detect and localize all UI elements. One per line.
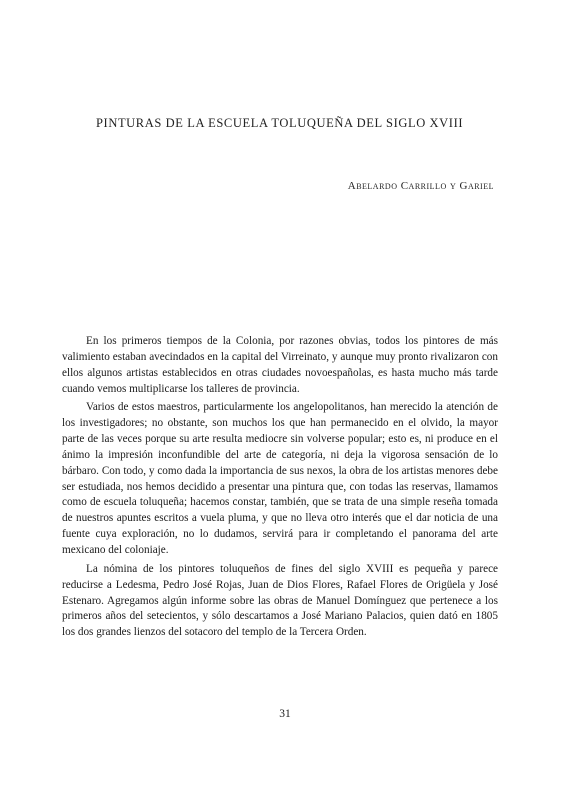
- article-body: [62, 334, 498, 644]
- article-author: Abelardo Carrillo y Gariel: [347, 180, 494, 192]
- paragraph: En los primeros tiempos de la Colonia, por razones obvias, todos los pintores de más valimiento estaban avecindados en la capital del Virreinato, y aunque muy pronto rivalizaron con ellos algunos artistas establecidos en otras ciudades novoespañolas, es hasta mucho más tarde cuando vemos multiplicarse los talleres de provincia.: [62, 335, 498, 395]
- paragraph: Varios de estos maestros, particularmente los angelopolitanos, han merecido la atención de los investigadores; no obstante, son muchos los que han permanecido en el olvido, la mayor parte de las veces porque su arte resulta mediocre sin volverse popular; esto es, ni produce en el ánimo la impresión inconfundible del arte de categoría, ni deja la vigorosa sensación de lo bárbaro. Con todo, y como dada la importancia de sus nexos, la obra de los artistas menores debe ser estudiada, nos hemos decidido a presentar una pintura que, con todas las reservas, llamamos como de escuela toluqueña; hacemos constar, también, que se trata de una simple reseña tomada de nuestros apuntes escritos a vuela pluma, y que no lleva otro interés que el dar noticia de una fuente cuya exploración, no lo dudamos, servirá para ir completando el panorama del arte mexicano del coloniaje.: [62, 401, 498, 556]
- article-title: PINTURAS DE LA ESCUELA TOLUQUEÑA DEL SIGLO XVIII: [96, 116, 464, 130]
- page-number: 31: [279, 708, 291, 720]
- paragraph: La nómina de los pintores toluqueños de fines del siglo XVIII es pequeña y parece reducirse a Ledesma, Pedro José Rojas, Juan de Dios Flores, Rafael Flores de Origüela y José Estenaro. Agregamos algún informe sobre las obras de Manuel Domínguez que pertenece a los primeros años del setecientos, y sólo descartamos a José Mariano Palacios, quien dató en 1805 los dos grandes lienzos del sotacoro del templo de la Tercera Orden.: [62, 562, 498, 639]
